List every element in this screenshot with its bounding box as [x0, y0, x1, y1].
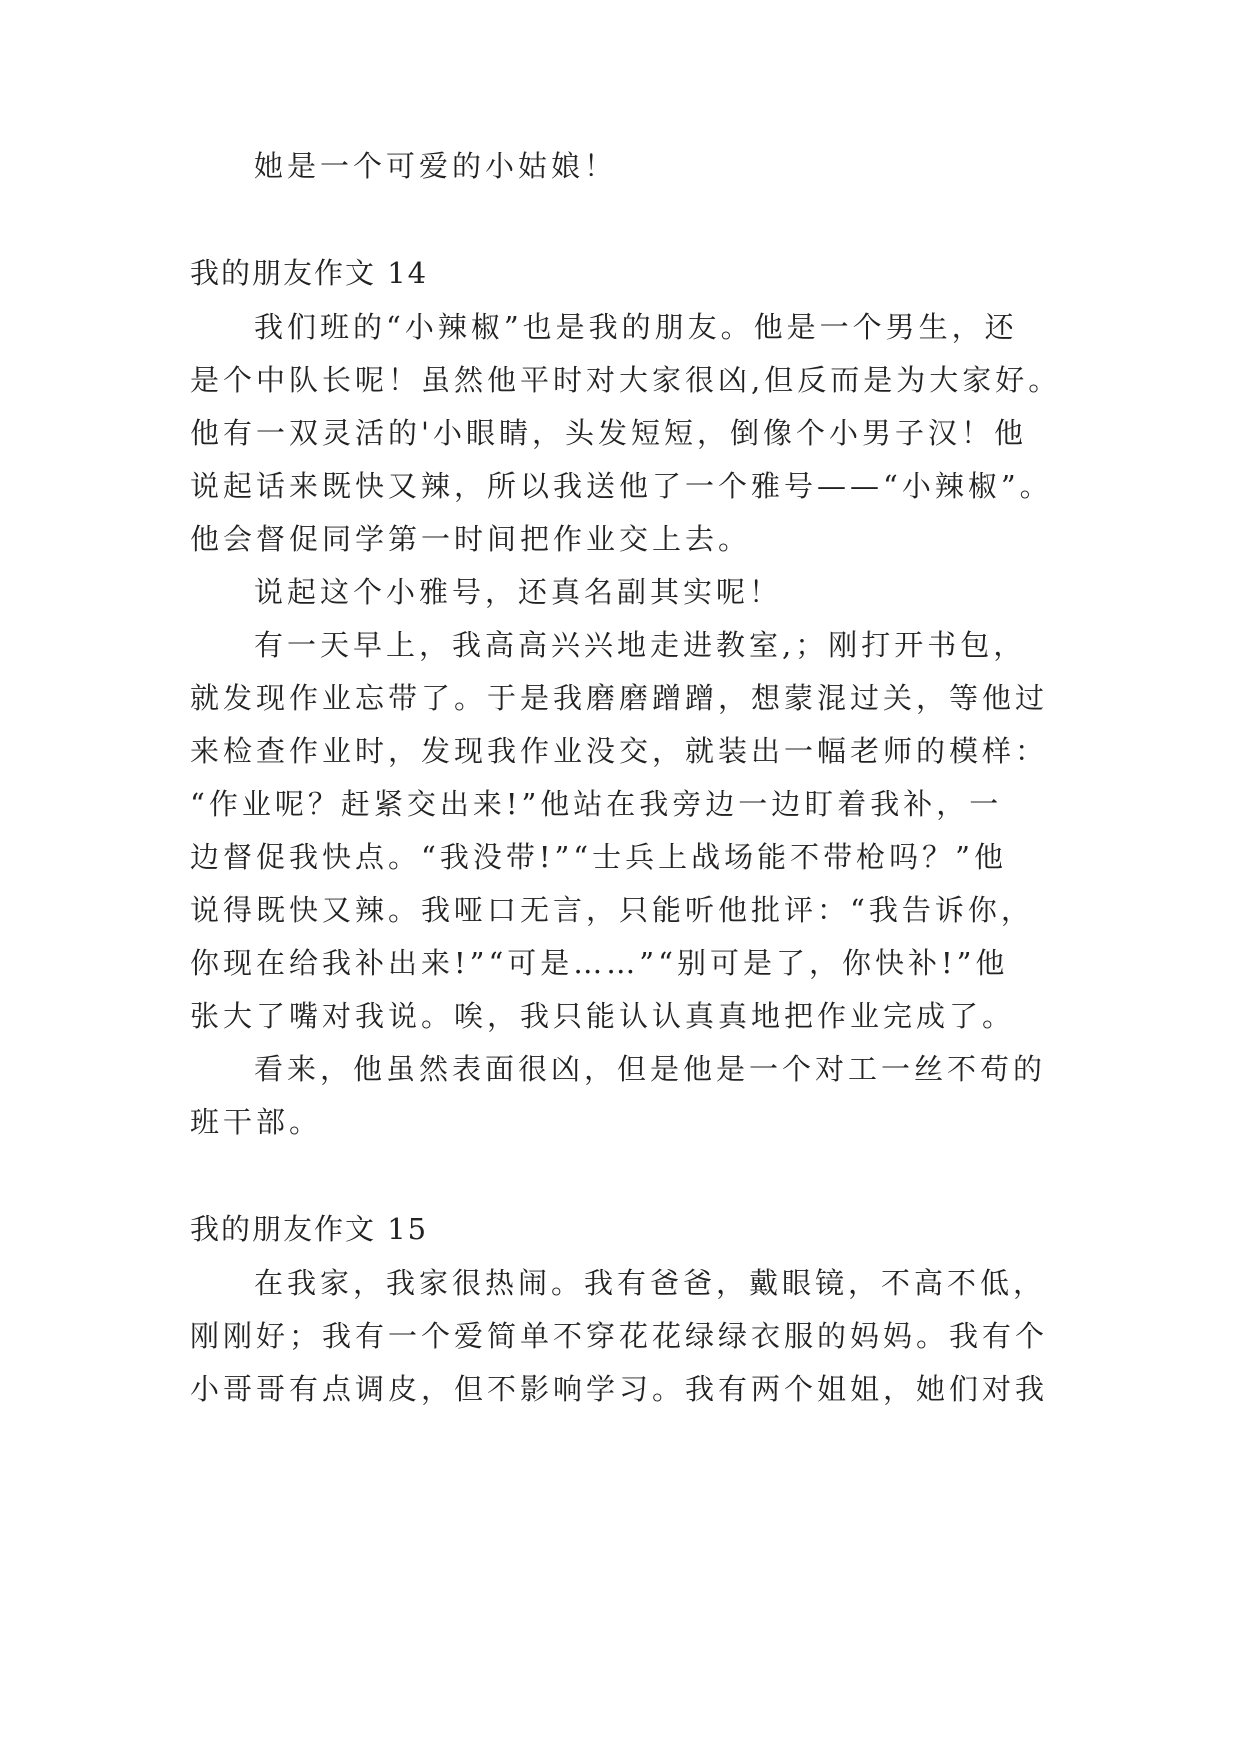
paragraph-line: 张大了嘴对我说。唉，我只能认认真真地把作业完成了。 — [190, 999, 1016, 1033]
paragraph-line: 他会督促同学第一时间把作业交上去。 — [190, 522, 752, 556]
section-heading: 我的朋友作文 14 — [190, 256, 429, 290]
paragraph-line: 你现在给我补出来!”“可是……”“别可是了，你快补!”他 — [190, 946, 1009, 980]
paragraph-line: 班干部。 — [190, 1105, 323, 1139]
paragraph-line: 他有一双灵活的'小眼睛，头发短短，倒像个小男子汉！他 — [190, 416, 1027, 450]
paragraph-line: “作业呢？赶紧交出来!”他站在我旁边一边盯着我补，一 — [190, 787, 1003, 821]
paragraph-line: 看来，他虽然表面很凶，但是他是一个对工一丝不苟的 — [254, 1052, 1047, 1086]
paragraph-line: 说起话来既快又辣，所以我送他了一个雅号——“小辣椒”。 — [190, 469, 1053, 503]
paragraph-line: 来检查作业时，发现我作业没交，就装出一幅老师的模样： — [190, 734, 1049, 768]
paragraph-line: 说起这个小雅号，还真名副其实呢！ — [254, 575, 783, 609]
paragraph-line: 刚刚好；我有一个爱简单不穿花花绿绿衣服的妈妈。我有个 — [190, 1319, 1049, 1353]
paragraph-line: 有一天早上，我高高兴兴地走进教室,；刚打开书包， — [254, 628, 1027, 662]
paragraph-line: 我们班的“小辣椒”也是我的朋友。他是一个男生，还 — [254, 310, 1018, 344]
section-heading: 我的朋友作文 15 — [190, 1212, 429, 1246]
paragraph-line: 说得既快又辣。我哑口无言，只能听他批评：“我告诉你， — [190, 893, 1034, 927]
paragraph-line: 她是一个可爱的小姑娘！ — [254, 149, 618, 183]
paragraph-line: 是个中队长呢！虽然他平时对大家很凶,但反而是为大家好。 — [190, 363, 1062, 397]
paragraph-line: 就发现作业忘带了。于是我磨磨蹭蹭，想蒙混过关，等他过 — [190, 681, 1049, 715]
paragraph-line: 在我家，我家很热闹。我有爸爸，戴眼镜，不高不低， — [254, 1266, 1047, 1300]
paragraph-line: 边督促我快点。“我没带!”“士兵上战场能不带枪吗？”他 — [190, 840, 1007, 874]
paragraph-line: 小哥哥有点调皮，但不影响学习。我有两个姐姐，她们对我 — [190, 1372, 1049, 1406]
